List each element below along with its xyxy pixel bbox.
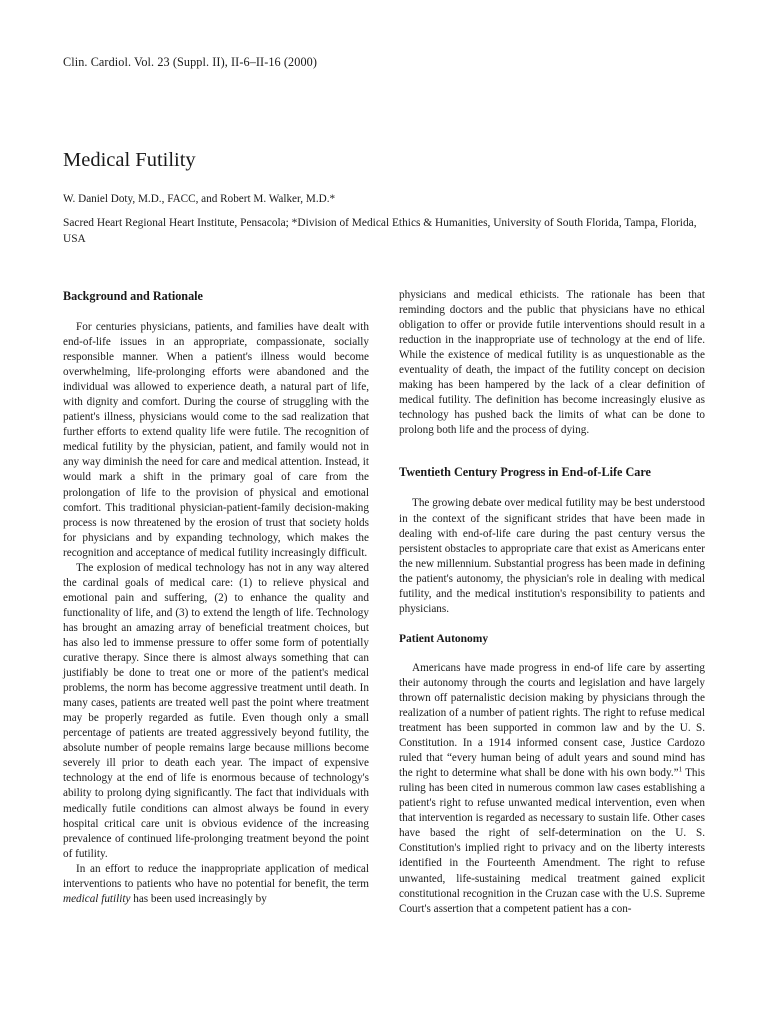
paragraph-background-1: For centuries physicians, patients, and families have dealt with end-of-life issues in an appropriate, compassionate, socially responsible manner. When a patient's illness would become overwhelming, life-prolonging efforts were abandoned and the individual was allowed to experience death, a natural part of life, with dignity and comfort. During the course of struggling with the patient's illness, physicians would come to the sad realization that further efforts to extend quality life were futile. The recognition of medical futility by the physician, patient, and family would not in any way diminish the need for care and medical attention. Instead, it would mark a shift in the primary goal of care from the prolongation of life to the provision of physical and emotional comfort. This traditional physician-patient-family decision-making process is now threatened by the erosion of trust that society holds for physicians and by expanding technology, which makes the recognition and acceptance of medical futility increasingly difficult. bbox=[63, 321, 369, 559]
paragraph-text: This ruling has been cited in numerous common law cases establishing a patient's right to refuse unwanted medical intervention, even when that intervention is regarded as necessary to sustain life. Other cases have based the right of self-determination on the U. S. Constitution's implied right to privacy and on the liberty interests identified in the Fourteenth Amendment. The right to refuse unwanted, life-sustaining medical treatment gained explicit constitutional recognition in the Cruzan case with the U.S. Supreme Court's assertion that a competent patient has a con- bbox=[399, 767, 705, 915]
author-list: W. Daniel Doty, M.D., FACC, and Robert M. Walker, M.D.* bbox=[63, 193, 336, 205]
paragraph-text: In an effort to reduce the inappropriate application of medical interventions to patients who have no potential for benefit, the term bbox=[63, 862, 369, 890]
footnote-reference[interactable]: 1 bbox=[678, 765, 683, 774]
author-affiliation: Sacred Heart Regional Heart Institute, Pensacola; *Division of Medical Ethics & Humanities, University of South Florida, Tampa, Florida, USA bbox=[63, 217, 697, 245]
paragraph-patient-autonomy bbox=[399, 661, 705, 917]
paragraph-progress: The growing debate over medical futility may be best understood in the context of the significant strides that have been made in dealing with end-of-life care during the past century versus the persistent obstacles to appropriate care that exist as Americans enter the new millennium. Substantial progress has been made in defining the patient's autonomy, the physician's role in dealing with medical futility, and the medical institution's responsibility to patients and physicians. bbox=[399, 497, 705, 615]
term-medical-futility: medical futility bbox=[63, 892, 131, 905]
paragraph-background-3 bbox=[63, 862, 369, 907]
left-column bbox=[63, 288, 369, 907]
paragraph-text: Americans have made progress in end-of life care by asserting their autonomy through the courts and legislation and have largely thrown off paternalistic decision making by physicians through the realization of a number of patient rights. The right to refuse medical treatment has been supported in common law and by the U. S. Constitution. In a 1914 informed consent case, Justice Cardozo ruled that “every human being of adult years and sound mind has the right to determine what shall be done with his own body.” bbox=[399, 661, 705, 780]
article-title: Medical Futility bbox=[63, 149, 196, 171]
section-heading-progress: Twentieth Century Progress in End-of-Life Care bbox=[399, 465, 651, 480]
right-column bbox=[399, 288, 705, 917]
journal-reference: Clin. Cardiol. Vol. 23 (Suppl. II), II-6–II-16 (2000) bbox=[63, 55, 317, 69]
paragraph-rationale-continued: physicians and medical ethicists. The rationale has been that reminding doctors and the public that physicians have no ethical obligation to offer or provide futile interventions should result in a reduction in the inappropriate use of technology at the end of life. While the existence of medical futility is as unquestionable as the eventuality of death, the impact of the futility concept on decision making has been hampered by the lack of a clear definition of medical futility. The definition has become increasingly elusive as technology has pushed back the limits of what can be done to prolong both life and the process of dying. bbox=[399, 289, 705, 437]
paragraph-text: has been used increasingly by bbox=[130, 892, 267, 905]
subsection-heading-patient-autonomy: Patient Autonomy bbox=[399, 632, 489, 645]
section-heading-background: Background and Rationale bbox=[63, 289, 203, 303]
paragraph-background-2: The explosion of medical technology has not in any way altered the cardinal goals of medical care: (1) to relieve physical and emotional pain and suffering, (2) to enhance the quality and functionality of life, and (3) to extend the length of life. Technology has brought an amazing array of beneficial treatment choices, but has also led to immense pressure to offer some form of potentially curative therapy. Since there is almost always something that can justifiably be done to treat one or more of the patient's medical problems, the norm has become aggressive treatment until death. In many cases, patients are treated well past the point where treatment may be properly regarded as futile. Even though only a small percentage of patients are treated aggressively beyond futility, the absolute number of people remains large because millions become severely ill prior to death each year. The impact of expensive technology at the end of life is enormous because of technology's ability to prolong dying significantly. The fact that individuals with medically futile conditions can almost always be found in every hospital critical care unit is obvious evidence of the increasing prevalence of continued life-prolonging treatment beyond the point of futility. bbox=[63, 561, 369, 860]
